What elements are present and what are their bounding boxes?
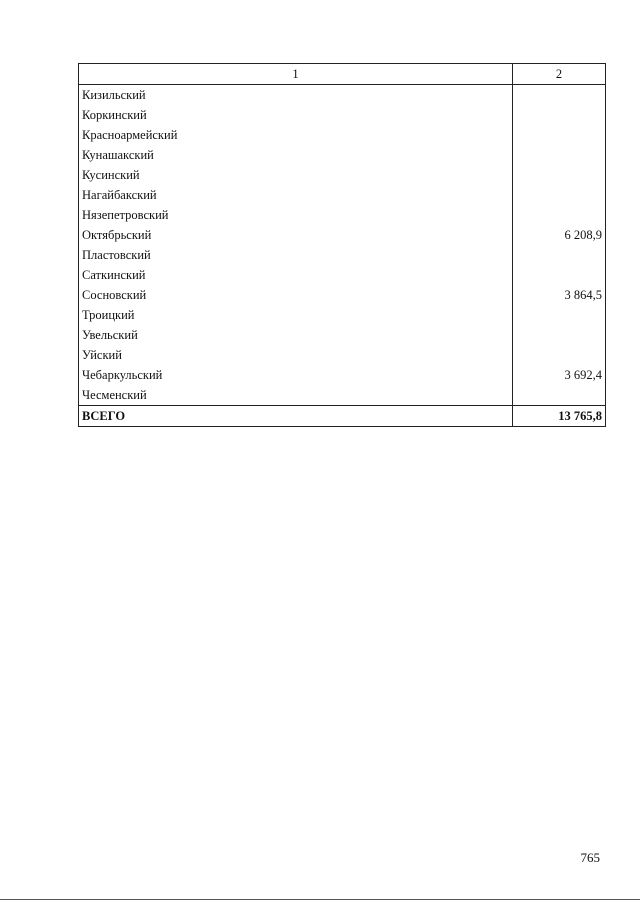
district-value <box>513 385 606 406</box>
district-name: Пластовский <box>79 245 513 265</box>
table-row <box>79 165 606 185</box>
table-row <box>79 385 606 406</box>
district-value <box>513 185 606 205</box>
district-value <box>513 265 606 285</box>
district-value <box>513 145 606 165</box>
district-name: Коркинский <box>79 105 513 125</box>
district-value <box>513 305 606 325</box>
district-name: Октябрьский <box>79 225 513 245</box>
district-name: Троицкий <box>79 305 513 325</box>
table-row <box>79 345 606 365</box>
district-value <box>513 205 606 225</box>
district-value <box>513 165 606 185</box>
table-row <box>79 185 606 205</box>
table-row <box>79 145 606 165</box>
table-row <box>79 125 606 145</box>
district-name: Сосновский <box>79 285 513 305</box>
district-value <box>513 325 606 345</box>
district-value <box>513 245 606 265</box>
table-row <box>79 245 606 265</box>
district-name: Чесменский <box>79 385 513 406</box>
district-name: Нязепетровский <box>79 205 513 225</box>
page-number: 765 <box>580 850 600 865</box>
district-name: Кизильский <box>79 85 513 106</box>
budget-table <box>78 63 606 427</box>
table-row <box>79 265 606 285</box>
district-name: Нагайбакский <box>79 185 513 205</box>
column-header-1: 1 <box>79 64 513 85</box>
district-name: Уйский <box>79 345 513 365</box>
table-row <box>79 85 606 106</box>
total-row <box>79 406 606 427</box>
total-value: 13 765,8 <box>513 406 606 427</box>
total-label: ВСЕГО <box>79 406 513 427</box>
district-value <box>513 125 606 145</box>
table-body <box>79 85 606 427</box>
district-name: Кусинский <box>79 165 513 185</box>
table-row <box>79 205 606 225</box>
table-row <box>79 105 606 125</box>
table-row <box>79 285 606 305</box>
column-header-2: 2 <box>513 64 606 85</box>
district-name: Чебаркульский <box>79 365 513 385</box>
district-value: 3 864,5 <box>513 285 606 305</box>
table-row <box>79 305 606 325</box>
district-value <box>513 105 606 125</box>
table-row <box>79 365 606 385</box>
district-value: 6 208,9 <box>513 225 606 245</box>
table-row <box>79 325 606 345</box>
district-name: Увельский <box>79 325 513 345</box>
district-name: Кунашакский <box>79 145 513 165</box>
table-header-row <box>79 64 606 85</box>
district-name: Красноармейский <box>79 125 513 145</box>
district-name: Саткинский <box>79 265 513 285</box>
bottom-divider <box>0 899 640 900</box>
district-value: 3 692,4 <box>513 365 606 385</box>
table-row <box>79 225 606 245</box>
district-value <box>513 85 606 106</box>
district-value <box>513 345 606 365</box>
